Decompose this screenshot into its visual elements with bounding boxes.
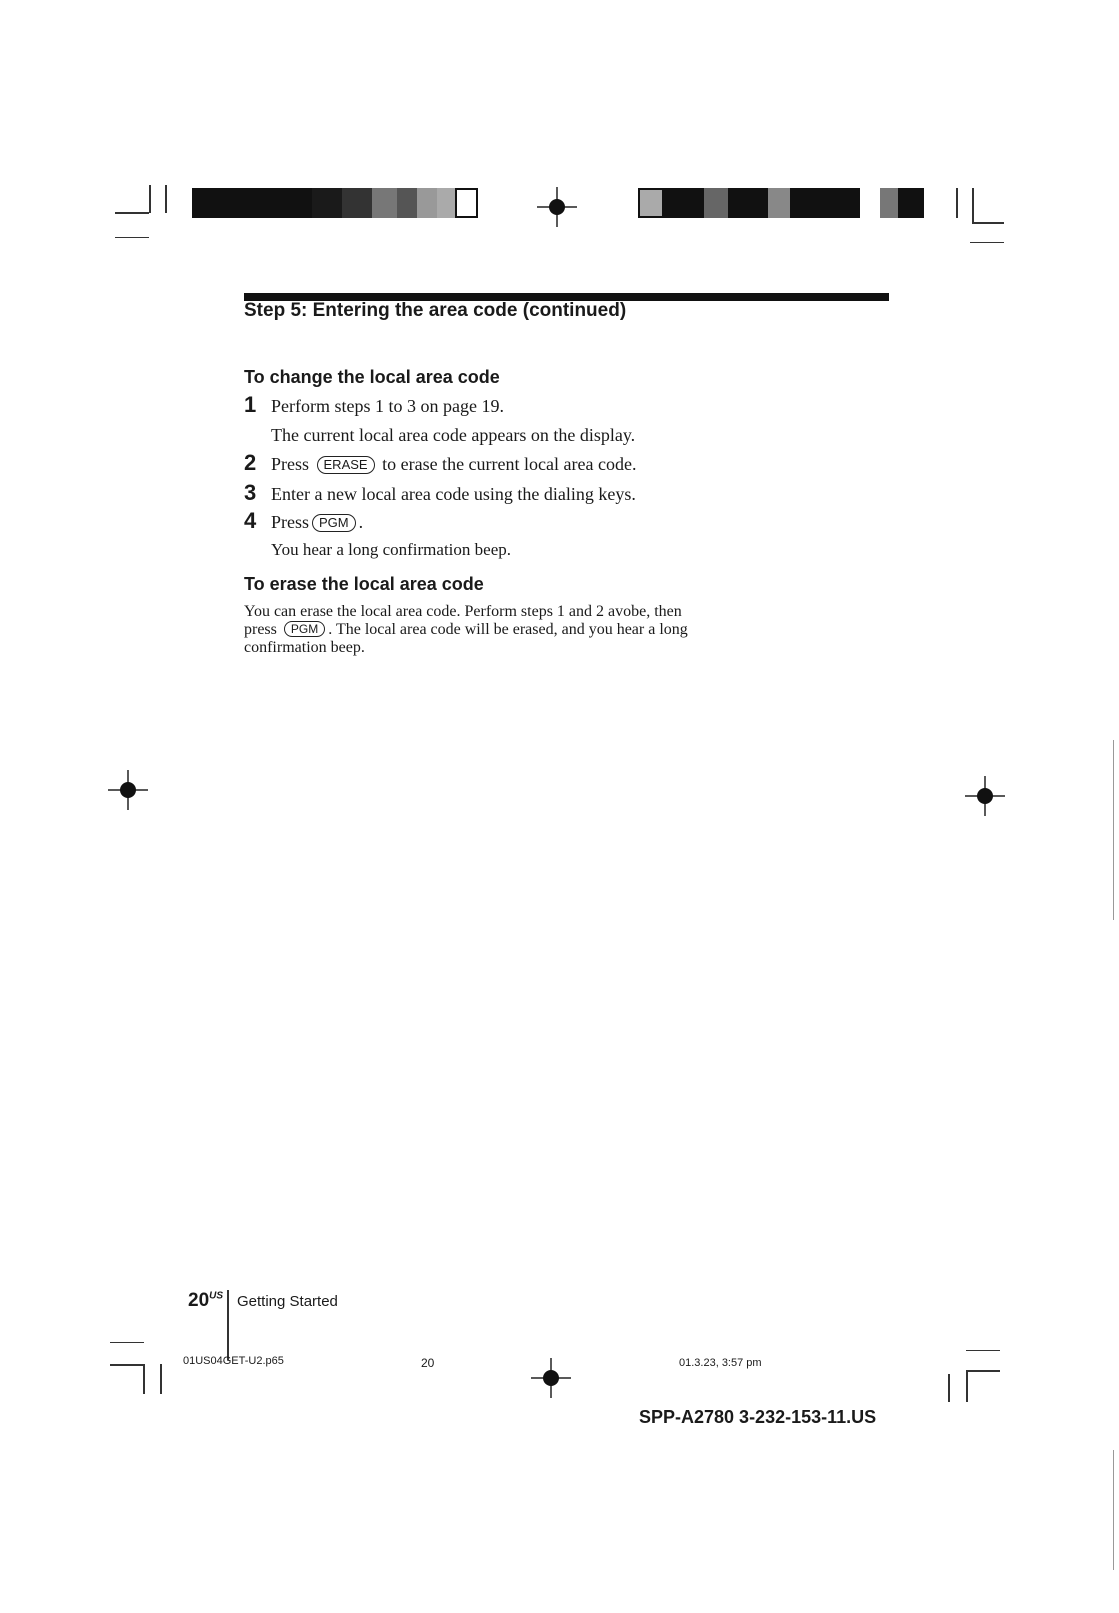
section-name: Getting Started — [237, 1293, 338, 1310]
color-bar-right — [638, 188, 924, 218]
step-number: 3 — [244, 480, 257, 505]
crop-mark — [115, 212, 149, 214]
erase-key: ERASE — [317, 456, 375, 474]
registration-mark-icon — [108, 770, 148, 810]
step-note: You hear a long confirmation beep. — [271, 540, 511, 559]
crop-mark — [966, 1370, 1000, 1372]
registration-mark-icon — [531, 1358, 571, 1398]
step-1 — [244, 392, 504, 420]
registration-mark-icon — [537, 187, 577, 227]
crop-mark — [956, 188, 958, 218]
paragraph-line: press PGM . The local area code will be erased, and you hear a long — [244, 621, 688, 638]
section-heading-erase: To erase the local area code — [244, 574, 484, 594]
step-3 — [244, 480, 636, 508]
crop-mark — [966, 1370, 968, 1402]
step-text: Press — [271, 512, 310, 532]
crop-mark — [972, 222, 1004, 224]
step-text: Press — [271, 454, 310, 474]
step-2 — [244, 450, 636, 478]
crop-mark — [948, 1374, 950, 1402]
crop-mark — [165, 185, 167, 213]
crop-mark — [115, 237, 149, 238]
page-title: Step 5: Entering the area code (continued) — [244, 300, 627, 321]
paragraph-line: You can erase the local area code. Perform steps 1 and 2 avobe, then — [244, 603, 682, 620]
step-4 — [244, 508, 363, 536]
color-bar-left — [192, 188, 478, 218]
footer-divider — [227, 1290, 229, 1360]
edge-mark — [1113, 740, 1114, 920]
step-text: to erase the current local area code. — [382, 454, 637, 474]
file-name: 01US04GET-U2.p65 — [183, 1355, 284, 1367]
timestamp: 01.3.23, 3:57 pm — [679, 1357, 762, 1369]
pgm-key: PGM — [284, 621, 325, 637]
page-suffix: US — [209, 1290, 224, 1302]
step-number: 1 — [244, 392, 257, 417]
crop-mark — [143, 1364, 145, 1394]
crop-mark — [160, 1364, 162, 1394]
model-number: SPP-A2780 3-232-153-11.US — [639, 1407, 877, 1427]
registration-mark-icon — [965, 776, 1005, 816]
crop-mark — [110, 1364, 143, 1366]
section-heading-change: To change the local area code — [244, 367, 500, 387]
edge-mark — [1113, 1450, 1114, 1570]
step-text: Enter a new local area code using the dialing keys. — [271, 484, 636, 504]
step-number: 2 — [244, 450, 257, 475]
file-page: 20 — [421, 1356, 435, 1370]
step-number: 4 — [244, 508, 257, 533]
erase-paragraph — [244, 603, 764, 657]
crop-mark — [966, 1350, 1000, 1351]
step-text: Perform steps 1 to 3 on page 19. — [271, 396, 504, 416]
page-number: $20^{US}$ — [188, 1290, 224, 1311]
paragraph-line: confirmation beep. — [244, 639, 365, 656]
step-note: The current local area code appears on the display. — [271, 425, 636, 445]
crop-mark — [972, 188, 974, 222]
crop-mark — [149, 185, 151, 213]
step-text: . — [358, 512, 364, 532]
crop-mark — [970, 242, 1004, 243]
pgm-key: PGM — [312, 514, 356, 532]
crop-mark — [110, 1342, 144, 1343]
